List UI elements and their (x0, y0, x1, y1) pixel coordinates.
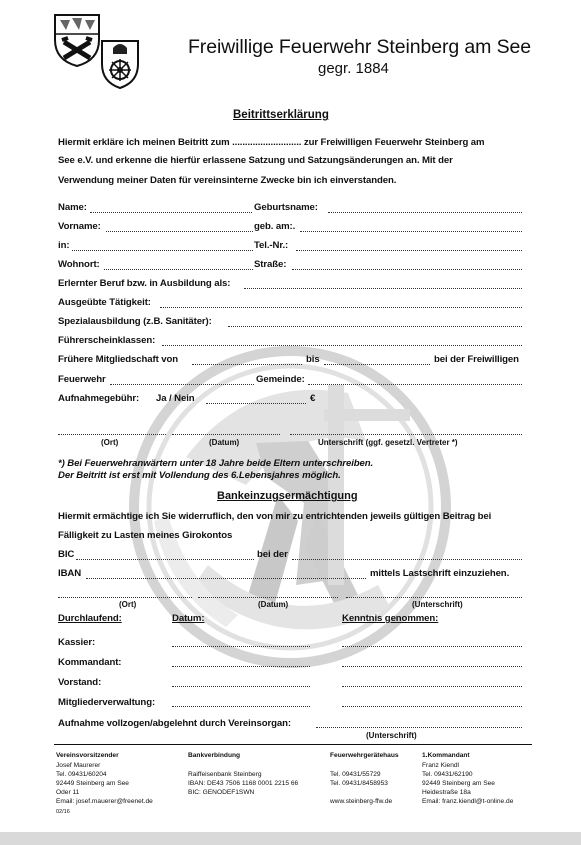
occupation-label: Ausgeübte Tätigkeit: (58, 297, 151, 308)
street-label: Straße: (254, 259, 287, 270)
routing-row-treasurer: Kassier: (58, 637, 96, 648)
commander-signature-field[interactable] (342, 666, 522, 667)
bank-place-field[interactable] (58, 597, 192, 598)
occupation-field[interactable] (160, 307, 522, 308)
admission-signature-field[interactable] (316, 727, 522, 728)
prior-membership-until-label: bis (306, 354, 320, 365)
minor-note-line-2: Der Beitritt ist erst mit Vollendung des 6.Lebensjahres möglich. (58, 470, 341, 481)
birthplace-field[interactable] (72, 250, 253, 251)
footer-chairman-line: Josef Maurerer (56, 762, 101, 769)
footer-divider (54, 744, 532, 745)
intro-line-3: Verwendung meiner Daten für vereinsinterne Zwecke bin ich einverstanden. (58, 175, 397, 186)
circulation-heading: Durchlaufend: (58, 613, 122, 624)
place-caption: (Ort) (101, 438, 119, 447)
bank-signature-field[interactable] (346, 597, 522, 598)
footer-firehouse-line: Tel. 09431/55729 (330, 771, 381, 778)
phone-field[interactable] (296, 250, 522, 251)
routing-row-commander: Kommandant: (58, 657, 122, 668)
bank-name-field[interactable] (292, 559, 522, 560)
phone-label: Tel.-Nr.: (254, 240, 289, 251)
prior-membership-from-field[interactable] (192, 364, 302, 365)
treasurer-date-field[interactable] (172, 646, 310, 647)
license-classes-field[interactable] (162, 345, 522, 346)
footer-bank-line: Raiffeisenbank Steinberg (188, 771, 262, 778)
board-date-field[interactable] (172, 686, 310, 687)
direct-debit-text: mittels Lastschrift einzuziehen. (370, 568, 510, 579)
footer-commander-line: 92449 Steinberg am See (422, 780, 495, 787)
footer-commander-email[interactable]: Email: franz.kiendl@t-online.de (422, 798, 514, 805)
signature-place-field[interactable] (58, 434, 166, 435)
signature-date-field[interactable] (172, 434, 280, 435)
residence-label: Wohnort: (58, 259, 100, 270)
prior-membership-until-field[interactable] (324, 364, 430, 365)
bic-label: BIC (58, 549, 75, 560)
special-training-label: Spezialausbildung (z.B. Sanitäter): (58, 316, 212, 327)
fee-amount-field[interactable] (206, 403, 306, 404)
bank-name-label: bei der (257, 549, 288, 560)
form-title: Beitrittserklärung (233, 109, 329, 121)
minor-note-line-1: *) Bei Feuerwehranwärtern unter 18 Jahre beide Eltern unterschreiben. (58, 458, 374, 469)
footer-chairman-line: Oder 11 (56, 789, 80, 796)
footer-firehouse-line: Tel. 09431/8458953 (330, 780, 388, 787)
footer-commander-line: Heidestraße 18a (422, 789, 471, 796)
routing-row-member-admin: Mitgliederverwaltung: (58, 697, 156, 708)
firstname-label: Vorname: (58, 221, 101, 232)
iban-label: IBAN (58, 568, 82, 579)
footer-website-link[interactable]: www.steinberg-ffw.de (330, 798, 393, 805)
organization-name: Freiwillige Feuerwehr Steinberg am See (188, 36, 532, 58)
special-training-field[interactable] (228, 326, 522, 327)
footer-chairman-email[interactable]: Email: josef.mauerer@freenet.de (56, 798, 153, 805)
fee-choice[interactable]: Ja / Nein (156, 393, 195, 404)
footer-commander-line: Tel. 09431/62190 (422, 771, 473, 778)
acknowledged-heading: Kenntnis genommen: (342, 613, 439, 624)
signature-field[interactable] (290, 434, 522, 435)
bank-authorization-line-2: Fälligkeit zu Lasten meines Girokontos (58, 530, 233, 541)
footer-chairman-heading: Vereinsvorsitzender (56, 752, 119, 759)
name-label: Name: (58, 202, 87, 213)
fire-brigade-shield-logo (99, 38, 141, 90)
footer-chairman-line: 92449 Steinberg am See (56, 780, 129, 787)
routing-row-board: Vorstand: (58, 677, 102, 688)
prior-membership-at-label: bei der Freiwilligen (434, 354, 519, 365)
bank-date-field[interactable] (198, 597, 338, 598)
bank-section-heading: Bankeinzugsermächtigung (217, 490, 358, 502)
footer-bank-bic: BIC: GENODEF1SWN (188, 789, 255, 796)
date-caption: (Datum) (209, 438, 240, 447)
street-field[interactable] (292, 269, 522, 270)
admission-decision-label: Aufnahme vollzogen/abgelehnt durch Vereinsorgan: (58, 718, 291, 729)
municipal-coat-of-arms-logo (52, 12, 102, 68)
bank-signature-caption: (Unterschrift) (412, 600, 463, 609)
birthdate-field[interactable] (300, 231, 522, 232)
license-classes-label: Führerscheinklassen: (58, 335, 156, 346)
routing-date-heading: Datum: (172, 613, 205, 624)
board-signature-field[interactable] (342, 686, 522, 687)
treasurer-signature-field[interactable] (342, 646, 522, 647)
commander-date-field[interactable] (172, 666, 310, 667)
admission-fee-label: Aufnahmegebühr: (58, 393, 140, 404)
firstname-field[interactable] (106, 231, 253, 232)
bank-authorization-line-1: Hiermit ermächtige ich Sie widerruflich, den von mir zu entrichtenden jeweils gültigen Beitrag bei (58, 511, 492, 522)
footer-chairman-line: Tel. 09431/60204 (56, 771, 107, 778)
birthname-label: Geburtsname: (254, 202, 318, 213)
footer-bank-heading: Bankverbindung (188, 752, 241, 759)
intro-line-1: Hiermit erkläre ich meinen Beitritt zum ........................... zur Freiwilligen Feuerwehr Steinberg am (58, 137, 485, 148)
admission-signature-caption: (Unterschrift) (366, 731, 417, 740)
bank-place-caption: (Ort) (119, 600, 137, 609)
bic-field[interactable] (76, 559, 254, 560)
birthname-field[interactable] (328, 212, 522, 213)
profession-label: Erlernter Beruf bzw. in Ausbildung als: (58, 278, 231, 289)
profession-field[interactable] (244, 288, 522, 289)
form-version: 02/16 (56, 809, 70, 815)
name-field[interactable] (90, 212, 252, 213)
birthplace-label: in: (58, 240, 70, 251)
footer-commander-heading: 1.Kommandant (422, 752, 470, 759)
municipality-field[interactable] (308, 384, 522, 385)
footer-bank-iban: IBAN: DE43 7506 1168 0001 2215 66 (188, 780, 299, 787)
member-admin-signature-field[interactable] (342, 706, 522, 707)
euro-symbol: € (310, 393, 316, 404)
founding-year: gegr. 1884 (318, 60, 389, 77)
signature-caption: Unterschrift (ggf. gesetzl. Vertreter *) (318, 438, 458, 447)
iban-field[interactable] (86, 578, 366, 579)
bank-date-caption: (Datum) (258, 600, 289, 609)
footer-firehouse-heading: Feuerwehrgerätehaus (330, 752, 399, 759)
fire-brigade-label: Feuerwehr (58, 374, 106, 385)
residence-field[interactable] (104, 269, 253, 270)
prior-membership-label: Frühere Mitgliedschaft von (58, 354, 179, 365)
fire-brigade-field[interactable] (110, 384, 254, 385)
member-admin-date-field[interactable] (172, 706, 310, 707)
intro-line-2: See e.V. und erkenne die hierfür erlassene Satzung und Satzungsänderungen an. Mit der (58, 155, 453, 166)
birthdate-label: geb. am:. (254, 221, 296, 232)
municipality-label: Gemeinde: (256, 374, 305, 385)
footer-commander-line: Franz Kiendl (422, 762, 460, 769)
